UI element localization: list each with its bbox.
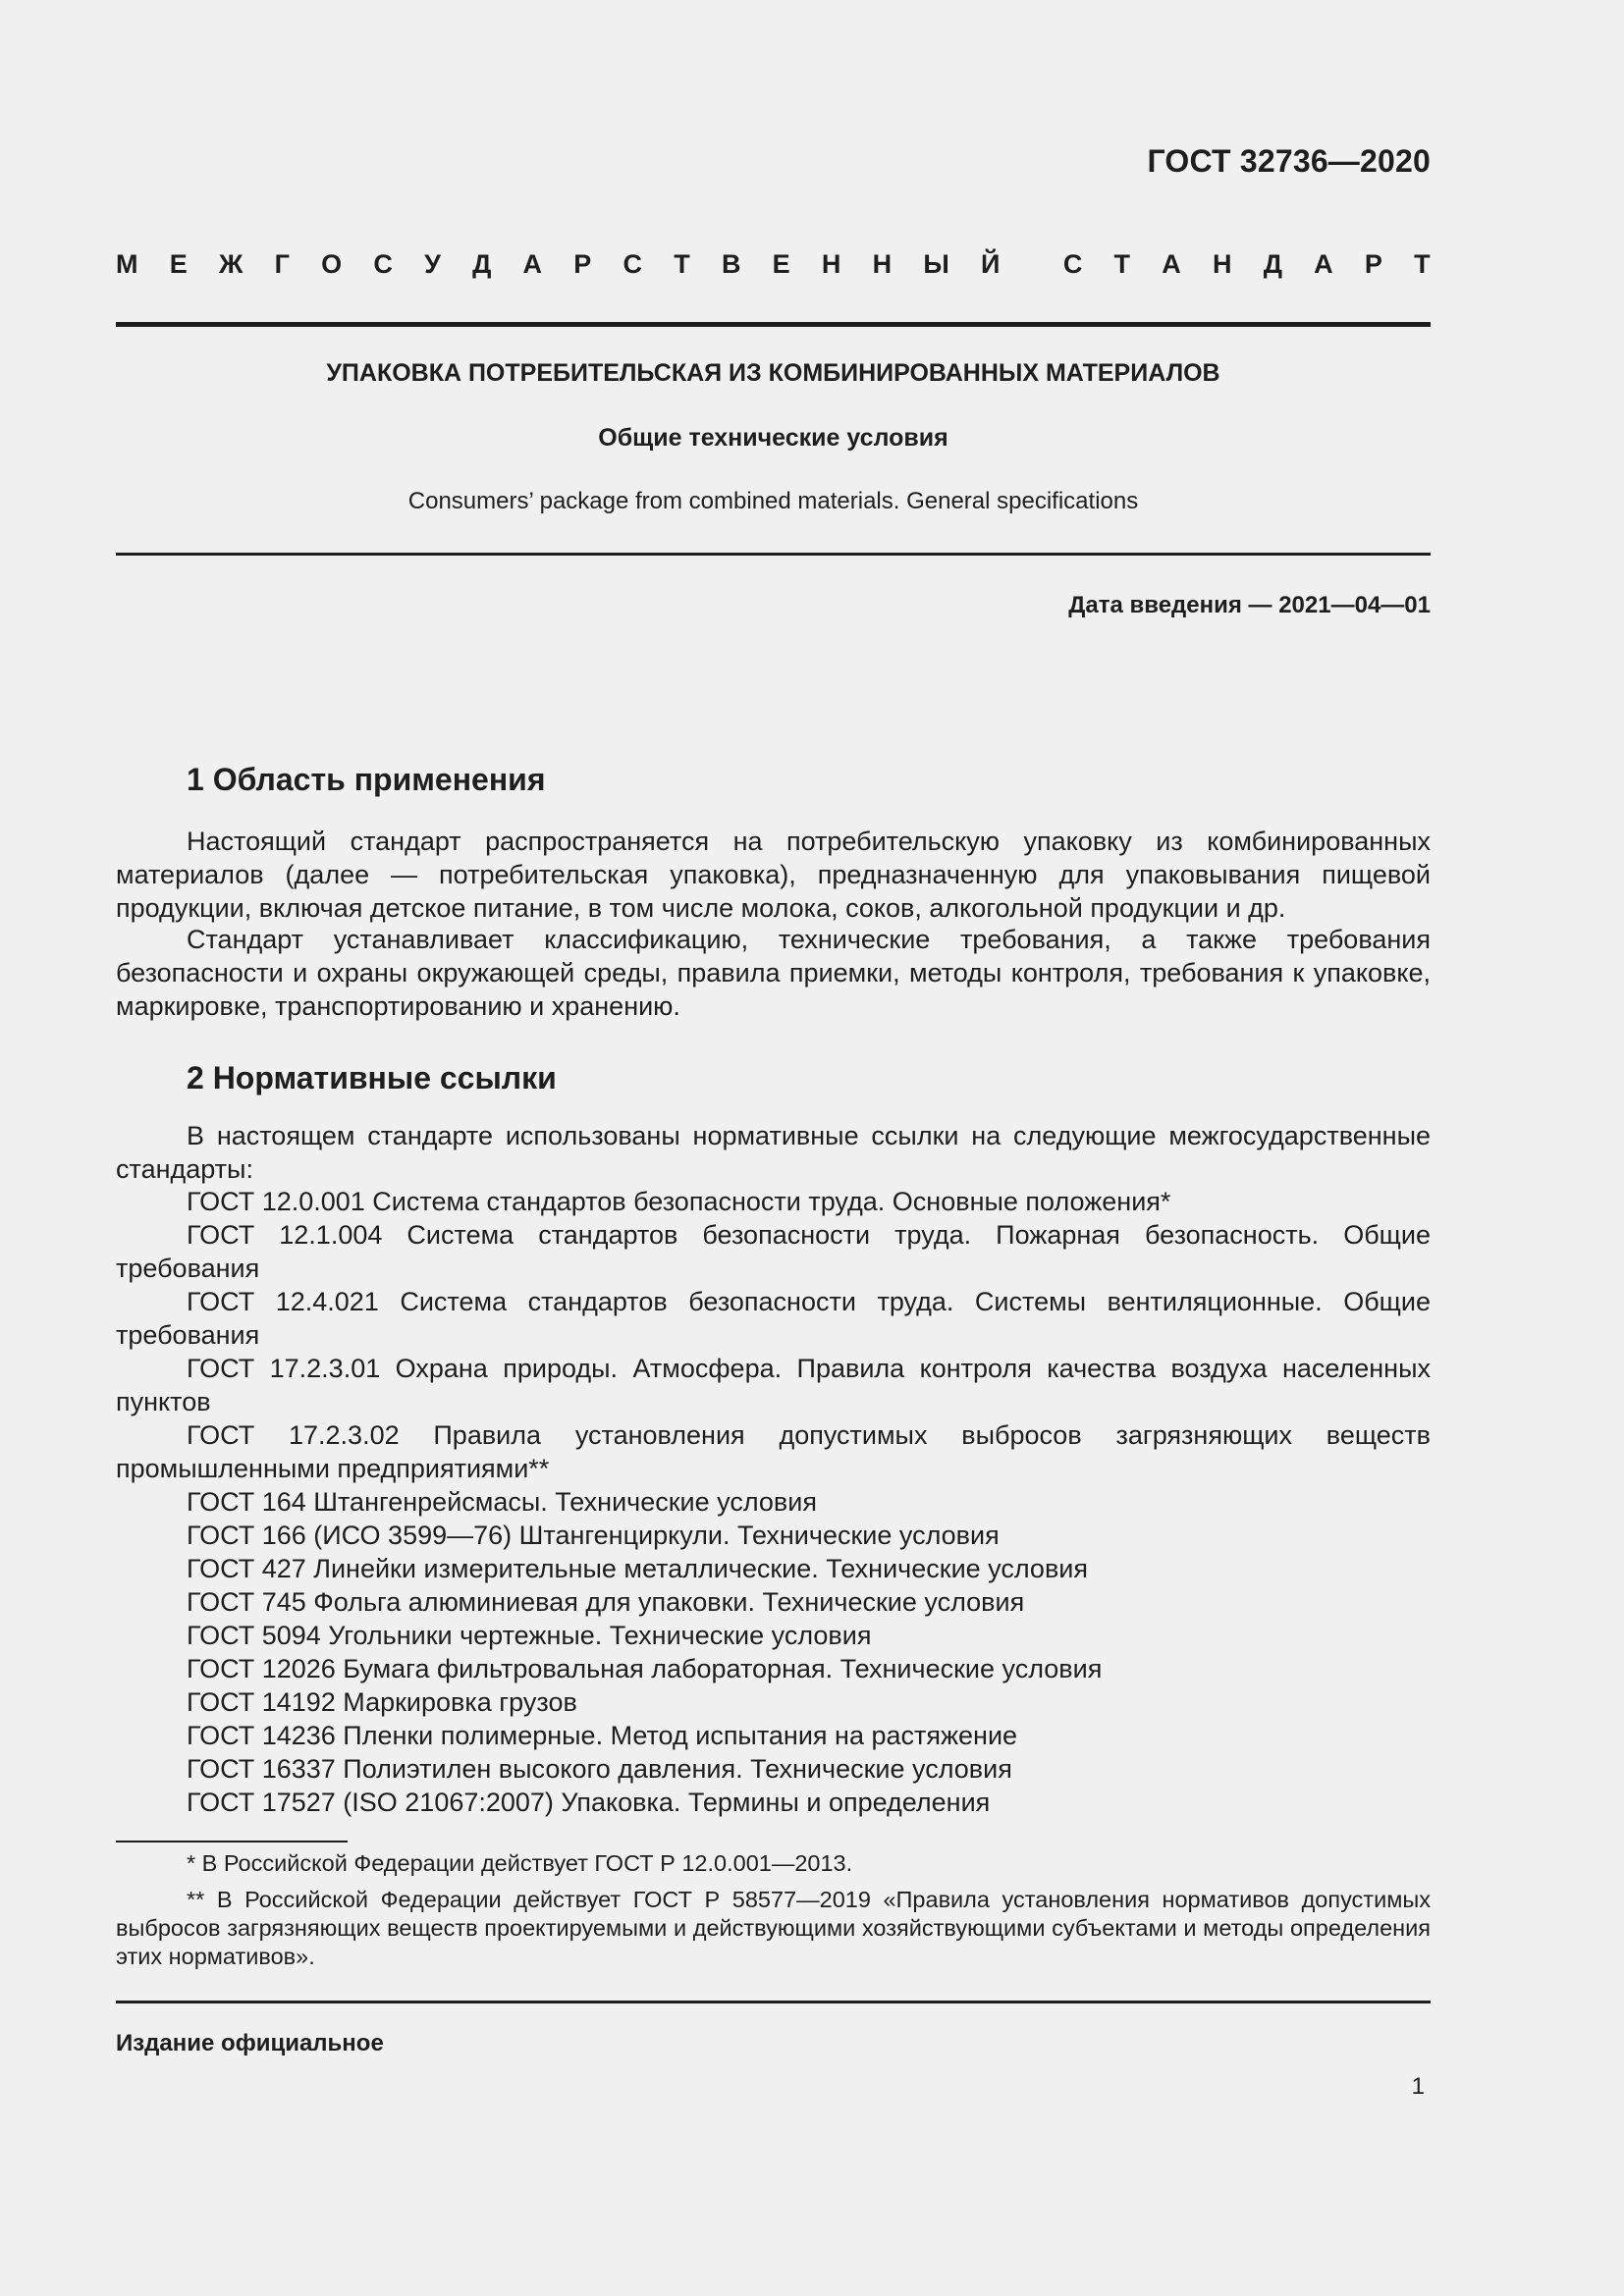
introduction-date: Дата введения — 2021—04—01 (1068, 592, 1431, 618)
standard-type-letter: С (1062, 249, 1083, 279)
document-title-english: Consumers’ package from combined materials. General specifications (407, 488, 1139, 514)
standard-type-letter: Н (872, 249, 893, 279)
reference-item: ГОСТ 12.1.004 Система стандартов безопасности труда. Пожарная безопасность. Общие требования (116, 1220, 1431, 1283)
reference-item: ГОСТ 745 Фольга алюминиевая для упаковки. Технические условия (187, 1587, 1025, 1617)
standard-type-letter: Ж (218, 249, 244, 279)
section-1-paragraph-1: Настоящий стандарт распространяется на потребительскую упаковку из комбинированных материалов (далее — потребительская упаковка), предназначенную для упаковывания пищевой продукции, включая детское питание, в том числе молока, соков, алкогольной продукции и др. (116, 827, 1431, 923)
standard-type-letter: С (373, 249, 393, 279)
document-number: ГОСТ 32736—2020 (1147, 143, 1431, 179)
reference-item: ГОСТ 166 (ИСО 3599—76) Штангенциркули. Технические условия (187, 1521, 1000, 1550)
normative-references-list (116, 1185, 1431, 1819)
standard-type-letter: А (1314, 249, 1333, 279)
reference-item: ГОСТ 12.0.001 Система стандартов безопасности труда. Основные положения* (187, 1187, 1171, 1216)
reference-item: ГОСТ 164 Штангенрейсмасы. Технические условия (187, 1487, 817, 1517)
standard-type-letter: Е (169, 249, 188, 279)
reference-item: ГОСТ 17.2.3.01 Охрана природы. Атмосфера. Правила контроля качества воздуха населенных пунктов (116, 1354, 1431, 1416)
document-subtitle: Общие технические условия (598, 424, 948, 452)
reference-item: ГОСТ 14192 Маркировка грузов (187, 1687, 577, 1717)
standard-type-letter: Т (1113, 249, 1131, 279)
top-divider (116, 322, 1431, 327)
standard-type-letter: Д (1263, 249, 1282, 279)
standard-type-letter: Ы (923, 249, 949, 279)
reference-item: ГОСТ 12026 Бумага фильтровальная лабораторная. Технические условия (187, 1654, 1103, 1683)
standard-type-letter: Г (274, 249, 290, 279)
standard-type-letter: Т (1414, 249, 1431, 279)
footer-divider (116, 2001, 1431, 2003)
document-title: УПАКОВКА ПОТРЕБИТЕЛЬСКАЯ ИЗ КОМБИНИРОВАННЫХ МАТЕРИАЛОВ (326, 359, 1220, 387)
standard-type-letter: Р (1364, 249, 1382, 279)
official-edition-label: Издание официальное (116, 2030, 384, 2056)
section-2-intro: В настоящем стандарте использованы нормативные ссылки на следующие межгосударственные стандарты: (116, 1121, 1431, 1184)
standard-type-letter: Д (472, 249, 492, 279)
standard-type-heading (116, 249, 1431, 280)
standard-type-letter: Н (821, 249, 841, 279)
standard-type-letter: С (623, 249, 642, 279)
standard-type-letter: Т (674, 249, 690, 279)
reference-item: ГОСТ 16337 Полиэтилен высокого давления. Технические условия (187, 1754, 1012, 1784)
section-2-heading: 2 Нормативные ссылки (187, 1060, 557, 1095)
reference-item: ГОСТ 17.2.3.02 Правила установления допустимых выбросов загрязняющих веществ промышленными предприятиями** (116, 1420, 1431, 1483)
footnote-2: ** В Российской Федерации действует ГОСТ Р 58577—2019 «Правила установления нормативов допустимых выбросов загрязняющих веществ проектируемыми и действующими хозяйствующими субъектами и методы определения этих нормативов». (116, 1887, 1431, 1969)
reference-item: ГОСТ 5094 Угольники чертежные. Технические условия (187, 1621, 872, 1650)
reference-item: ГОСТ 427 Линейки измерительные металлические. Технические условия (187, 1554, 1088, 1583)
standard-type-letter: А (1162, 249, 1181, 279)
reference-item: ГОСТ 17527 (ISO 21067:2007) Упаковка. Термины и определения (187, 1788, 991, 1817)
reference-item: ГОСТ 12.4.021 Система стандартов безопасности труда. Системы вентиляционные. Общие требования (116, 1287, 1431, 1350)
standard-type-letter: Р (573, 249, 592, 279)
standard-type-letter: А (522, 249, 543, 279)
title-divider (116, 553, 1431, 556)
standard-type-letter: Н (1212, 249, 1232, 279)
page-number: 1 (1411, 2073, 1425, 2100)
footnote-separator (116, 1841, 348, 1842)
standard-type-letter: У (424, 249, 441, 279)
standard-type-letter: Й (980, 249, 1001, 279)
footnote-1: * В Российской Федерации действует ГОСТ Р 12.0.001—2013. (187, 1850, 853, 1876)
section-1-heading: 1 Область применения (187, 762, 546, 797)
standard-type-letter: Е (772, 249, 790, 279)
standard-type-letter: М (116, 249, 138, 279)
section-1-paragraph-2: Стандарт устанавливает классификацию, технические требования, а также требования безопасности и охраны окружающей среды, правила приемки, методы контроля, требования к упаковке, маркировке, транспортированию и хранению. (116, 925, 1431, 1021)
standard-type-letter: В (721, 249, 741, 279)
reference-item: ГОСТ 14236 Пленки полимерные. Метод испытания на растяжение (187, 1721, 1018, 1750)
standard-type-letter: О (321, 249, 343, 279)
